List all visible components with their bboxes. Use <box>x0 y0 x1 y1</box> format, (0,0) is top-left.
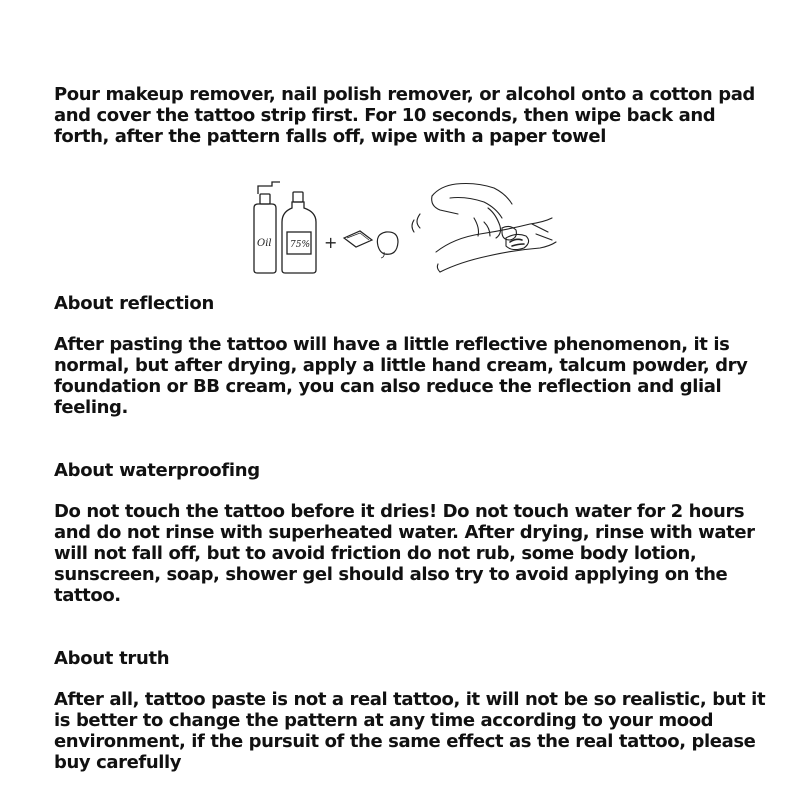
oil-bottle-icon <box>254 182 280 273</box>
reflection-body: After pasting the tattoo will have a little reflective phenomenon, it is normal, but after drying, apply a little hand cream, talcum powder, dry foundation or BB cream, you can also reduce the reflection and glial feeling. <box>54 334 748 418</box>
removal-illustration <box>244 178 560 280</box>
reflection-heading: About reflection <box>54 293 214 314</box>
alcohol-bottle-icon <box>282 192 316 273</box>
hand-wiping-icon <box>412 184 556 273</box>
intro-text: Pour makeup remover, nail polish remover, or alcohol onto a cotton pad and cover the tattoo strip first. For 10 seconds, then wipe back and forth, after the pattern falls off, wipe with a paper towel <box>54 84 755 147</box>
cotton-ball-icon <box>377 232 398 258</box>
cotton-pad-icon <box>344 231 372 247</box>
truth-body: After all, tattoo paste is not a real tattoo, it will not be so realistic, but it is better to change the pattern at any time according to your mood environment, if the pursuit of the same effect as the real tattoo, please buy carefully <box>54 689 766 773</box>
waterproofing-heading: About waterproofing <box>54 460 260 481</box>
truth-heading: About truth <box>54 648 170 669</box>
waterproofing-body: Do not touch the tattoo before it dries! Do not touch water for 2 hours and do not rinse with superheated water. After drying, rinse with water will not fall off, but to avoid friction do not rub, some body lotion, sunscreen, soap, shower gel should also try to avoid applying on the tattoo. <box>54 501 755 606</box>
plus-sign: + <box>324 233 338 252</box>
oil-label: Oil <box>257 238 272 249</box>
alcohol-label: 75% <box>290 240 311 250</box>
